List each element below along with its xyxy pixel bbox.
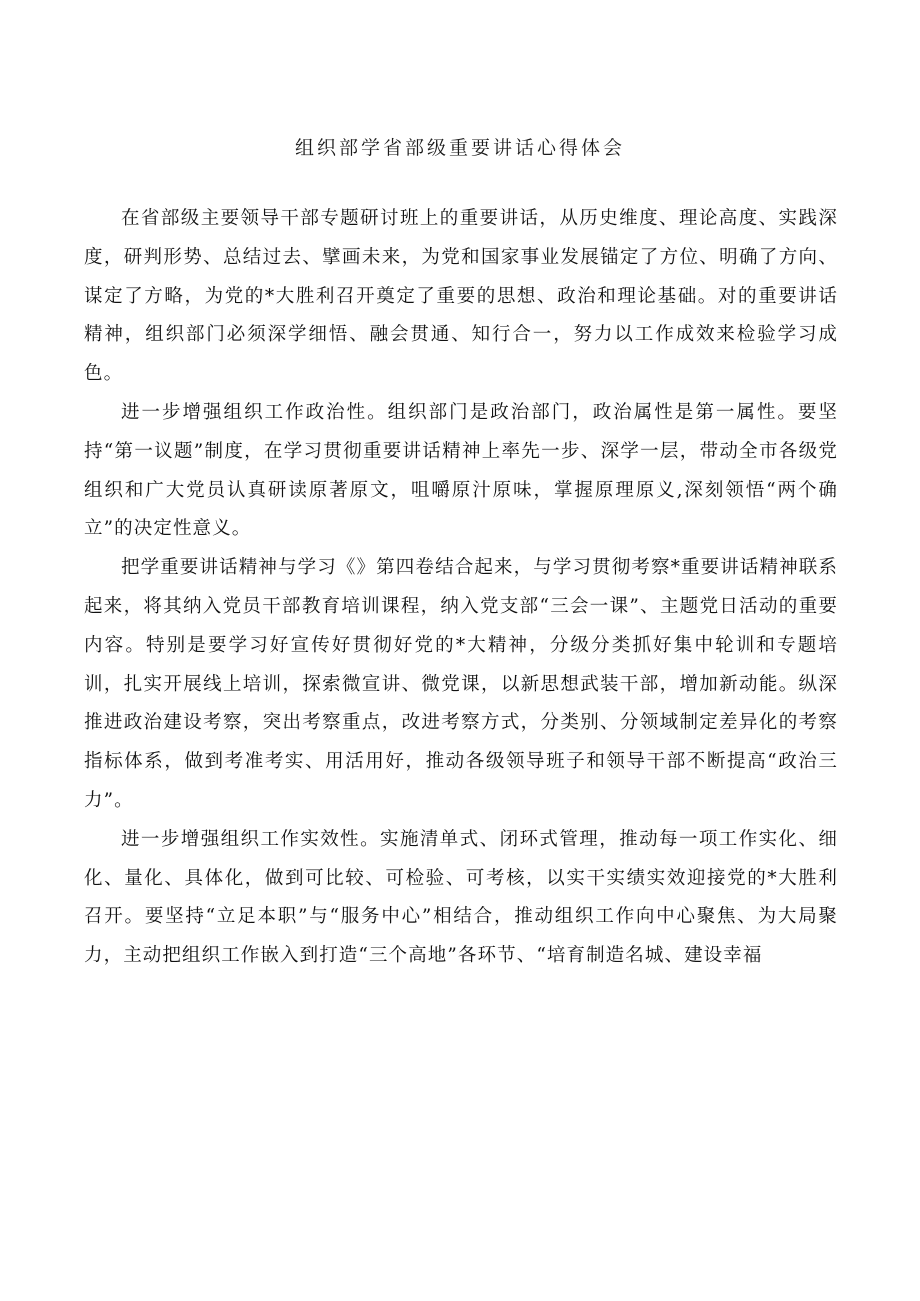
- paragraph-2: 进一步增强组织工作政治性。组织部门是政治部门，政治属性是第一属性。要坚持“第一议题”制度，在学习贯彻重要讲话精神上率先一步、深学一层，带动全市各级党组织和广大党员认真研读原著原文，咀嚼原汁原味，掌握原理原义,深刻领悟“两个确立”的决定性意义。: [84, 401, 838, 540]
- paragraph-1: 在省部级主要领导干部专题研讨班上的重要讲话，从历史维度、理论高度、实践深度，研判形势、总结过去、擘画未来，为党和国家事业发展锚定了方位、明确了方向、谋定了方略，为党的*大胜利召开奠定了重要的思想、政治和理论基础。对的重要讲话精神，组织部门必须深学细悟、融会贯通、知行合一，努力以工作成效来检验学习成色。: [84, 208, 838, 385]
- document-title: 组织部学省部级重要讲话心得体会: [294, 137, 625, 159]
- paragraph-3: 把学重要讲话精神与学习《》第四卷结合起来，与学习贯彻考察*重要讲话精神联系起来，将其纳入党员干部教育培训课程，纳入党支部“三会一课”、主题党日活动的重要内容。特别是要学习好宣传好贯彻好党的*大精神，分级分类抓好集中轮训和专题培训，扎实开展线上培训，探索微宣讲、微党课，以新思想武装干部，增加新动能。纵深推进政治建设考察，突出考察重点，改进考察方式，分类别、分领域制定差异化的考察指标体系，做到考准考实、用活用好，推动各级领导班子和领导干部不断提高“政治三力”。: [84, 557, 838, 811]
- paragraph-4: 进一步增强组织工作实效性。实施清单式、闭环式管理，推动每一项工作实化、细化、量化、具体化，做到可比较、可检验、可考核，以实干实绩实效迎接党的*大胜利召开。要坚持“立足本职”与“服务中心”相结合，推动组织工作向中心聚焦、为大局聚力，主动把组织工作嵌入到打造“三个高地”各环节、“培育制造名城、建设幸福: [84, 828, 838, 967]
- document-body: [84, 200, 838, 976]
